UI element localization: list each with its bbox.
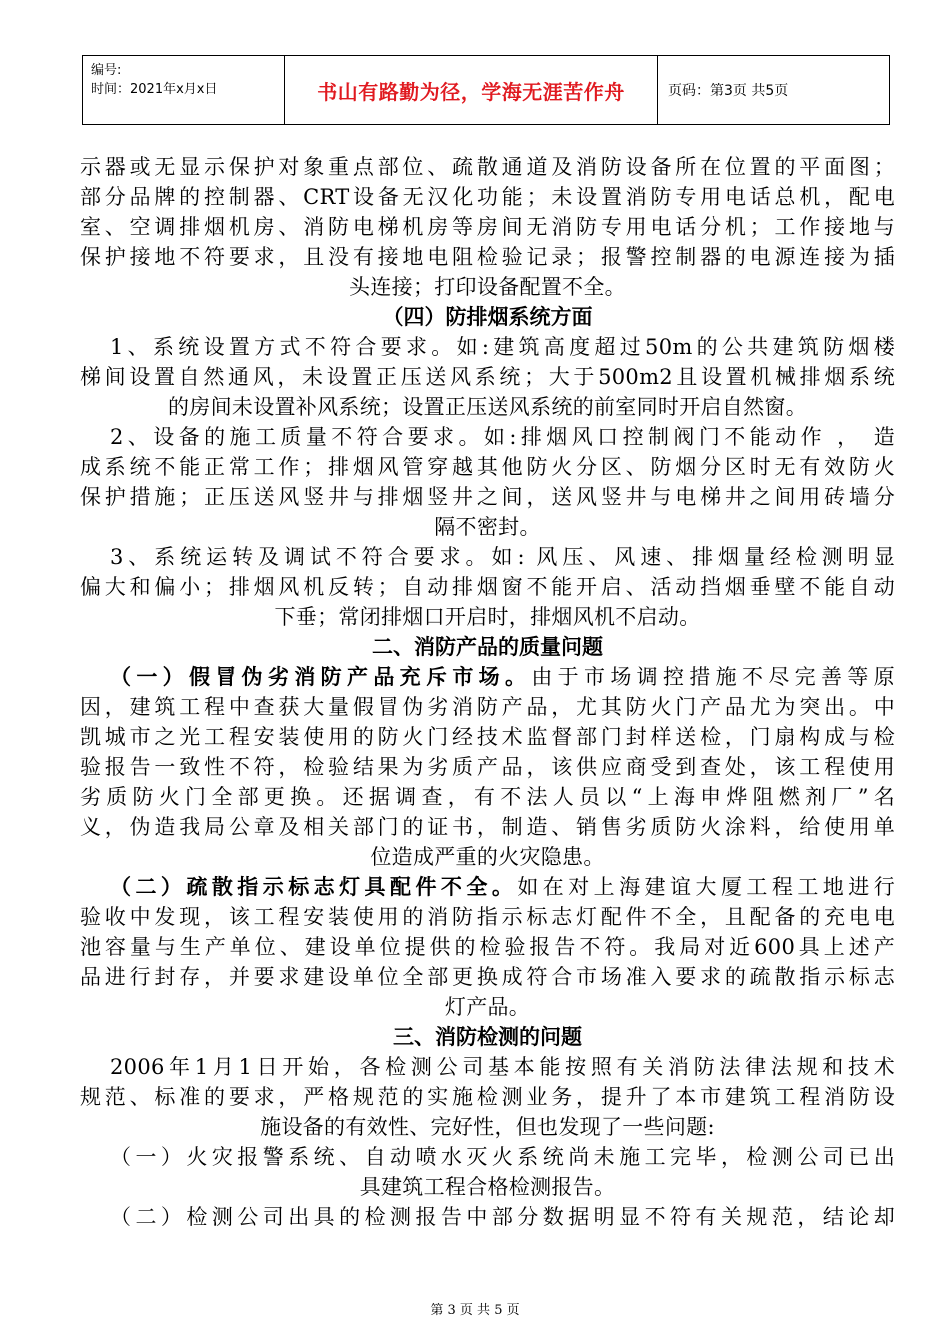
text-line: 规范、标准的要求，严格规范的实施检测业务，提升了本市建筑工程消防设: [80, 1085, 895, 1109]
text-line: 池容量与生产单位、建设单位提供的检验报告不符。我局对近600具上述产: [80, 935, 895, 959]
text-line: 劣质防火门全部更换。还据调查，有不法人员以“上海申烨阻燃剂厂”名: [80, 785, 895, 809]
text-line: 部分品牌的控制器、CRT设备无汉化功能；未设置消防专用电话总机，配电: [80, 185, 895, 209]
serial-label: 编号:: [91, 63, 122, 78]
text-line: 保护接地不符要求，且没有接地电阻检验记录；报警控制器的电源连接为插: [80, 245, 895, 269]
text-line: 品进行封存，并要求建设单位全部更换成符合市场准入要求的疏散指示标志: [80, 965, 895, 989]
document-body: [80, 152, 895, 1232]
time-label: 时间：2021年x月x日: [91, 82, 218, 97]
text-line: 灯产品。: [444, 995, 531, 1019]
text-line: 的房间未设置补风系统；设置正压送风系统的前室同时开启自然窗。: [168, 395, 807, 419]
subheading-evacuation-signs: （二）疏散指示标志灯具配件不全。: [110, 875, 518, 899]
section-heading-product: 二、消防产品的质量问题: [372, 635, 603, 659]
text-line: 义，伪造我局公章及相关部门的证书，制造、销售劣质防火涂料，给使用单: [80, 815, 895, 839]
text-line: （一）火灾报警系统、自动喷水灭火系统尚未施工完毕，检测公司已出: [110, 1145, 895, 1169]
text-line: 验收中发现，该工程安装使用的消防指示标志灯配件不全，且配备的充电电: [80, 905, 895, 929]
text-line: 1、系统设置方式不符合要求。如:建筑高度超过50m的公共建筑防烟楼: [110, 335, 895, 359]
page-footer: 第 3 页 共 5 页: [430, 1303, 520, 1318]
text-line: 梯间设置自然通风，未设置正压送风系统；大于500m2且设置机械排烟系统: [80, 365, 895, 389]
text-line: （二）检测公司出具的检测报告中部分数据明显不符有关规范，结论却: [110, 1205, 895, 1229]
text-line: 偏大和偏小；排烟风机反转；自动排烟窗不能开启、活动挡烟垂壁不能自动: [80, 575, 895, 599]
header-meta-cell: [83, 56, 285, 124]
text-line: 凯城市之光工程安装使用的防火门经技术监督部门封样送检，门扇构成与检: [80, 725, 895, 749]
text-line: 3、系统运转及调试不符合要求。如: 风压、风速、排烟量经检测明显: [110, 545, 895, 569]
header-table: [82, 55, 890, 125]
text-line: [80, 872, 895, 902]
text-line: 位造成严重的火灾隐患。: [370, 845, 605, 869]
motto: 书山有路勤为径，学海无涯苦作舟: [285, 56, 658, 124]
text-line: 施设备的有效性、完好性，但也发现了一些问题:: [260, 1115, 715, 1139]
text-run: 如在对上海建谊大厦工程工地进行: [517, 875, 895, 899]
text-line: 头连接；打印设备配置不全。: [349, 275, 626, 299]
text-line: [80, 662, 895, 692]
text-line: 2006年1月1日开始，各检测公司基本能按照有关消防法律法规和技术: [110, 1055, 895, 1079]
section-heading-testing: 三、消防检测的问题: [393, 1025, 582, 1049]
text-line: 下垂；常闭排烟口开启时，排烟风机不启动。: [274, 605, 701, 629]
text-run: 由于市场调控措施不尽完善等原: [531, 665, 895, 689]
page-info: 页码：第3页 共5页: [668, 83, 789, 99]
text-line: 室、空调排烟机房、消防电梯机房等房间无消防专用电话分机；工作接地与: [80, 215, 895, 239]
text-line: 隔不密封。: [434, 515, 541, 539]
text-line: 2、设备的施工质量不符合要求。如:排烟风口控制阀门不能动作 ， 造: [110, 425, 895, 449]
text-line: 保护措施；正压送风竖井与排烟竖井之间，送风竖井与电梯井之间用砖墙分: [80, 485, 895, 509]
subheading-fake-products: （一）假冒伪劣消防产品充斥市场。: [110, 665, 532, 689]
text-line: 具建筑工程合格检测报告。: [359, 1175, 616, 1199]
text-line: 验报告一致性不符，检验结果为劣质产品，该供应商受到查处，该工程使用: [80, 755, 895, 779]
section-heading-smoke: （四）防排烟系统方面: [382, 305, 593, 329]
text-line: 成系统不能正常工作；排烟风管穿越其他防火分区、防烟分区时无有效防火: [80, 455, 895, 479]
text-line: 因，建筑工程中查获大量假冒伪劣消防产品，尤其防火门产品尤为突出。中: [80, 695, 895, 719]
text-line: 示器或无显示保护对象重点部位、疏散通道及消防设备所在位置的平面图；: [80, 155, 895, 179]
